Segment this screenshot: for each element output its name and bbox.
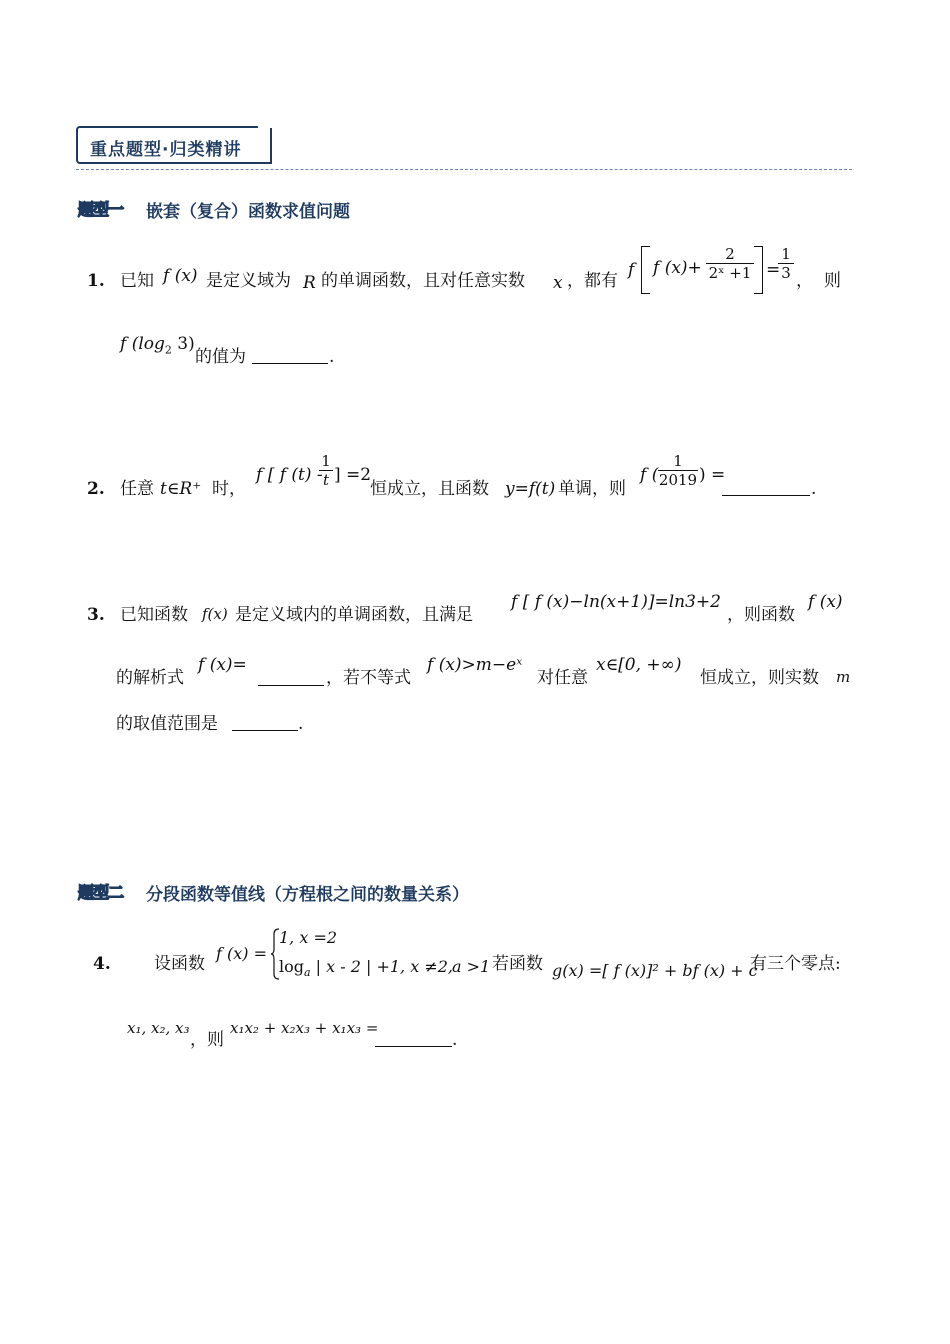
q3-text-1: 已知函数 [120,605,188,625]
q4-condition: a >1 [452,957,491,976]
q4-gx: g(x) =[ f (x)]² + bf (x) + c [552,961,758,980]
q1-eq-fraction [706,245,754,282]
q1-log-c: 3) [171,334,195,354]
q3-m: m [836,668,851,686]
q1-x: x [553,273,563,293]
q1-text-value: 的值为 [195,347,246,367]
q1-right-bracket [754,246,763,294]
q1-frac-num: 2 [725,245,735,263]
q1-equals: = [766,260,781,280]
q1-rhs-den: 3 [778,263,794,282]
q2-frac-num: 1 [321,452,331,470]
q1-text-4: ，都有 [567,271,618,291]
q1-rhs-fraction [778,245,794,282]
q1-eq-inner: f (x)+ [653,258,702,278]
q3-text-8: 的取值范围是 [116,714,218,734]
q4-text-2: 若函数 [492,954,543,974]
q1-rhs-num: 1 [781,245,791,263]
q2-query-den: 2019 [658,471,698,489]
q4-number: 4. [93,954,111,974]
q2-number: 2. [87,479,105,499]
q2-y-func: y=f(t) [505,479,556,499]
type1-tag: 题型一 [78,200,124,219]
q2-eq-fraction [319,452,333,489]
q1-left-bracket [641,246,650,294]
section-title: 重点题型·归类精讲 [90,140,242,160]
q4-text-1: 设函数 [154,954,205,974]
q1-R: R [303,273,316,293]
section-divider [76,169,852,170]
type2-tag: 题型二 [78,883,124,902]
q4-text-4: ，则 [190,1030,224,1050]
q1-frac-den: 2ˣ +1 [706,263,754,282]
q1-period: . [329,347,335,367]
q2-text-4: 单调，则 [558,479,626,499]
q1-text-1: 已知 [120,271,154,291]
q3-text-3: ，则函数 [727,605,795,625]
q2-text-3: 恒成立，且函数 [370,479,489,499]
q1-fx: f (x) [163,266,198,286]
q2-query-a: f ( [640,465,659,485]
q3-equation: f [ f (x)−ln(x+1)]=ln3+2 [511,592,721,612]
q2-query-fraction [658,452,698,489]
q1-text-then: 则 [824,271,841,291]
q4-case-2 [279,957,453,979]
q2-eq-b: ] =2 [334,465,372,485]
q3-text-7: 恒成立，则实数 [700,668,819,688]
q3-range: x∈[0, +∞) [596,655,682,675]
q3-fx-2: f (x) [808,592,843,612]
q4-fx: f (x) = [216,944,268,963]
q3-answer-blank-2[interactable] [232,716,298,731]
q1-log-a: f (log [120,334,165,354]
q3-text-5: ，若不等式 [326,668,411,688]
q3-text-4: 的解析式 [116,668,184,688]
q2-answer-blank[interactable] [722,481,810,496]
q4-case2-rest: | x - 2 | +1, x ≠2, [310,957,454,976]
q4-case2-base: a [304,966,311,980]
type1-title: 嵌套（复合）函数求值问题 [146,202,350,222]
q2-text-2: 时， [212,479,246,499]
q4-expression: x₁x₂ + x₂x₃ + x₁x₃ = [230,1019,379,1037]
q1-answer-blank[interactable] [252,349,328,364]
q3-text-6: 对任意 [537,668,588,688]
q2-query-b: ) = [699,465,726,485]
q3-inequality: f (x)>m−eˣ [427,655,523,675]
q2-text-1: 任意 [120,479,154,499]
q3-fx-3: f (x)= [198,655,247,675]
q1-log-base: 2 [164,343,172,357]
q2-query-num: 1 [673,452,683,470]
q2-period: . [811,479,817,499]
q1-text-3: 的单调函数，且对任意实数 [321,271,525,291]
q3-number: 3. [87,605,105,625]
q1-log-expr [120,334,195,356]
type2-title: 分段函数等值线（方程根之间的数量关系） [146,885,469,905]
q4-roots: x₁, x₂, x₃ [127,1019,190,1037]
q1-text-2: 是定义域为 [206,271,291,291]
q1-eq-f: f [628,260,635,280]
q4-case2-log: log [279,957,304,976]
q3-answer-blank-1[interactable] [258,671,324,686]
q1-comma: ， [796,271,813,291]
q2-condition: t∈R⁺ [160,479,202,499]
q3-period: . [298,714,304,734]
q3-text-2: 是定义域内的单调函数，且满足 [235,605,473,625]
q4-answer-blank[interactable] [375,1032,452,1047]
q2-frac-den: t [319,470,333,489]
q2-eq-a: f [ f (t) - [256,465,323,485]
q4-case-1: 1, x =2 [279,928,338,947]
q1-number: 1. [87,271,105,291]
q3-fx: f(x) [202,605,228,623]
q4-text-3: 有三个零点: [750,954,841,974]
q4-period: . [452,1030,458,1050]
